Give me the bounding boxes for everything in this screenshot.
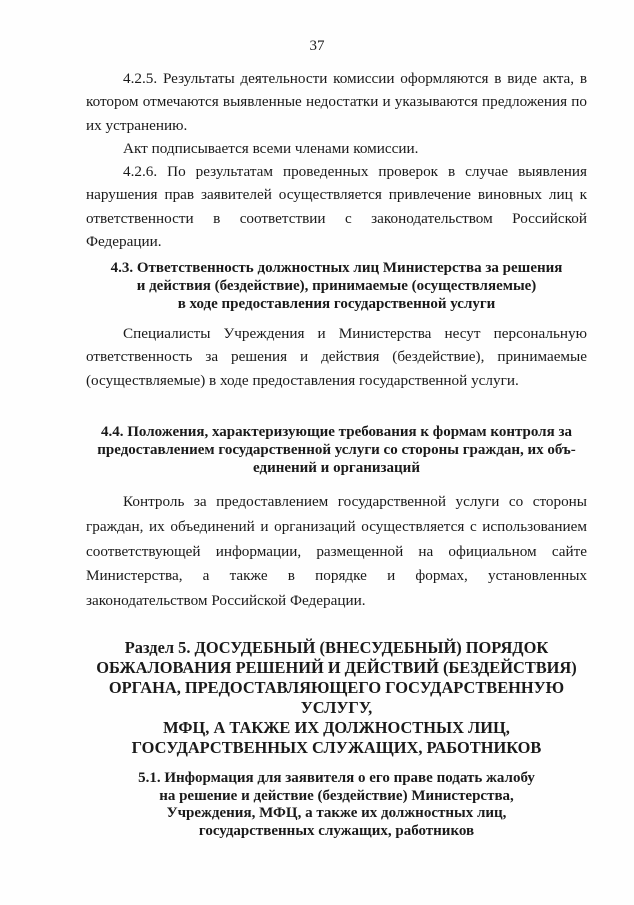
paragraph-act-signed: Акт подписывается всеми членами комиссии. <box>123 140 419 157</box>
section-5-title <box>86 638 587 758</box>
section-5-title-line-5: МФЦ, А ТАКЖЕ ИХ ДОЛЖНОСТНЫХ ЛИЦ, <box>163 718 510 737</box>
paragraph-4-3: Специалисты Учреждения и Министерства несут персональную ответственность за решения и действия (бездействие), принимаемые (осуществляемые) в ходе предоставления государственной услуги. <box>86 325 587 389</box>
heading-4-4 <box>86 424 587 477</box>
page-number: 37 <box>309 38 325 54</box>
heading-5-1-line-2: на решение и действие (бездействие) Министерства, <box>159 787 514 804</box>
section-5-title-line-4: УСЛУГУ, <box>300 698 373 717</box>
heading-4-3-line-2: и действия (бездействие), принимаемые (осуществляемые) <box>136 277 537 294</box>
section-5-title-line-2: ОБЖАЛОВАНИЯ РЕШЕНИЙ И ДЕЙСТВИЙ (БЕЗДЕЙСТВИЯ) <box>96 658 577 677</box>
section-5-title-line-6: ГОСУДАРСТВЕННЫХ СЛУЖАЩИХ, РАБОТНИКОВ <box>131 738 542 757</box>
heading-4-4-line-2: предоставлением государственной услуги со стороны граждан, их объ- <box>97 441 576 458</box>
heading-4-3-line-1: 4.3. Ответственность должностных лиц Министерства за решения <box>110 260 563 276</box>
heading-5-1-line-4: государственных служащих, работников <box>198 822 475 839</box>
heading-5-1 <box>86 770 587 840</box>
heading-4-4-line-1: 4.4. Положения, характеризующие требования к формам контроля за <box>101 424 572 440</box>
paragraph-4-2-6: 4.2.6. По результатам проведенных проверок в случае выявления нарушения прав заявителей осуществляется привлечение виновных лиц к ответственности в соответствии с законодательством Российской Федерации. <box>86 163 587 251</box>
heading-5-1-line-3: Учреждения, МФЦ, а также их должностных лиц, <box>166 805 507 822</box>
paragraph-4-2-5: 4.2.5. Результаты деятельности комиссии оформляются в виде акта, в котором отмечаются выявленные недостатки и указываются предложения по их устранению. <box>86 70 587 134</box>
heading-5-1-line-1: 5.1. Информация для заявителя о его праве подать жалобу <box>138 770 535 786</box>
heading-4-3 <box>86 260 587 313</box>
section-5-title-line-1: Раздел 5. ДОСУДЕБНЫЙ (ВНЕСУДЕБНЫЙ) ПОРЯДОК <box>124 638 549 657</box>
paragraph-4-4: Контроль за предоставлением государственной услуги со стороны граждан, их объединений и организаций осуществляется с использованием соответствующей информации, размещенной на официальном сайте Министерства, а также в порядке и формах, установленных законодательством Российской Федерации. <box>86 493 587 610</box>
section-5-title-line-3: ОРГАНА, ПРЕДОСТАВЛЯЮЩЕГО ГОСУДАРСТВЕННУЮ <box>108 678 565 697</box>
heading-4-3-line-3: в ходе предоставления государственной услуги <box>177 295 496 312</box>
heading-4-4-line-3: единений и организаций <box>253 459 420 476</box>
